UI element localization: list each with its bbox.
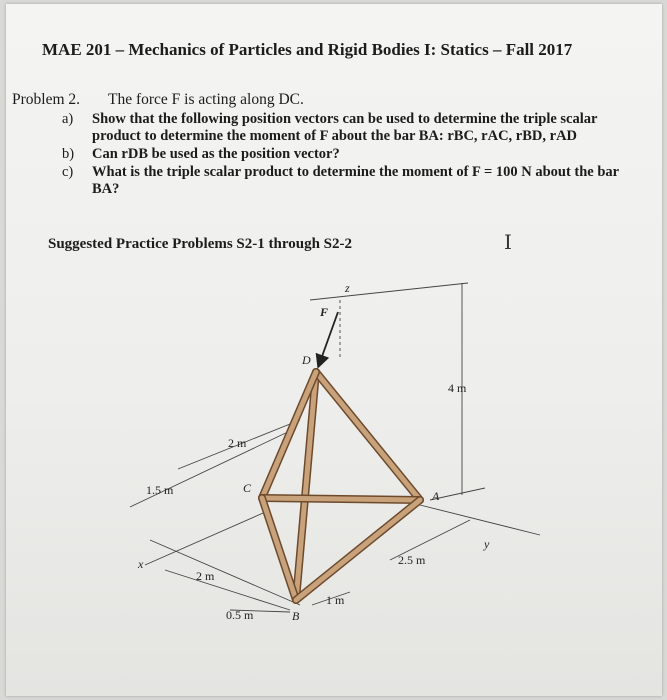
dim-4m: 4 m <box>448 381 467 395</box>
part-c-mark: c) <box>62 164 74 180</box>
force-arrow-icon <box>320 312 338 362</box>
practice-problems-note: Suggested Practice Problems S2-1 through S2-2 <box>48 236 353 252</box>
part-b-text: Can rDB be used as the position vector? <box>92 146 340 162</box>
label-D: D <box>302 353 311 367</box>
problem-number: Problem 2. <box>12 91 81 108</box>
construction-lines <box>130 283 540 612</box>
part-a-text: Show that the following position vectors can be used to determine the triple scalar product to determine the moment of F about the bar BA: rBC, rAC, rBD, rAD <box>92 111 598 144</box>
text-cursor-icon: I <box>504 230 512 254</box>
figure-labels <box>137 281 490 623</box>
bar-BA <box>296 500 420 600</box>
part-c-text: What is the triple scalar product to determine the moment of F = 100 N about the bar BA? <box>92 164 619 197</box>
dim-2m-bottom: 2 m <box>196 569 215 583</box>
dim-2-5m: 2.5 m <box>398 553 426 567</box>
dim-0-5m: 0.5 m <box>226 608 254 622</box>
label-A: A <box>432 489 440 503</box>
x-axis-line <box>145 510 270 565</box>
label-x: x <box>138 557 144 571</box>
label-z: z <box>345 281 350 295</box>
label-F: F <box>320 305 329 319</box>
part-b-mark: b) <box>62 146 75 162</box>
problem-statement: The force F is acting along DC. <box>108 91 304 108</box>
dim-2m-bottom-line <box>165 570 290 610</box>
dim-1-5m: 1.5 m <box>146 483 174 497</box>
bar-CA <box>262 498 420 500</box>
truss-bars <box>262 372 420 600</box>
top-dimension-line <box>310 283 468 300</box>
label-B: B <box>292 609 300 623</box>
course-title: MAE 201 – Mechanics of Particles and Rigid Bodies I: Statics – Fall 2017 <box>42 40 573 59</box>
bar-CB <box>262 498 296 600</box>
part-a-mark: a) <box>62 111 74 127</box>
label-C: C <box>243 481 252 495</box>
base-line-right <box>420 505 540 535</box>
bar-DA <box>316 372 420 500</box>
dim-2m-top: 2 m <box>228 436 247 450</box>
label-y: y <box>484 537 490 551</box>
dim-1m: 1 m <box>326 593 345 607</box>
